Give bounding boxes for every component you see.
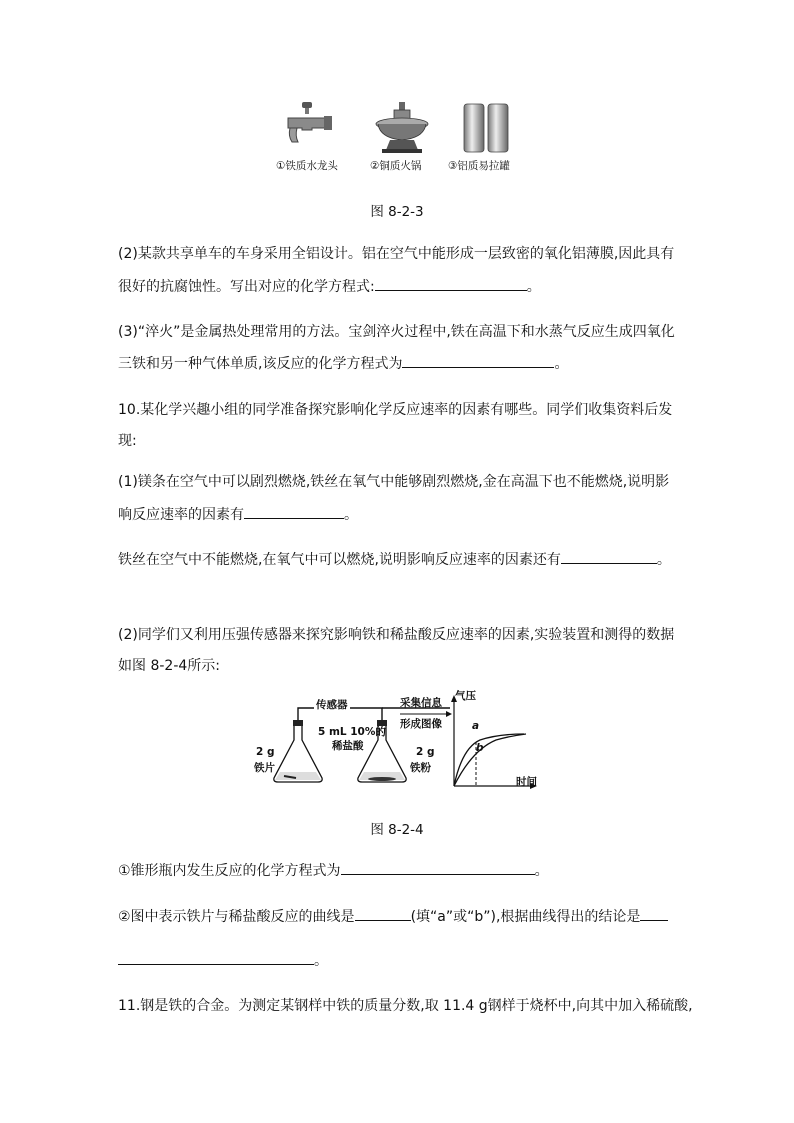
left-mass-label: 2 g <box>256 746 275 758</box>
figure-8-2-3 <box>260 98 540 178</box>
figure-label-hotpot: ②铜质火锅 <box>370 160 422 172</box>
figure-label-cans: ③铝质易拉罐 <box>448 160 510 172</box>
q10-intro-line1: 10.某化学兴趣小组的同学准备探究影响化学反应速率的因素有哪些。同学们收集资料后发 <box>118 402 673 418</box>
figure-caption-8-2-4: 图 8-2-4 <box>370 822 424 838</box>
q10-intro-line2: 现: <box>118 433 137 449</box>
copper-hotpot-image <box>372 100 432 154</box>
q10-1-line2: 响反应速率的因素有 。 <box>118 504 358 525</box>
left-name-label: 铁片 <box>254 762 275 774</box>
aluminum-cans-image <box>462 100 512 156</box>
q10-1-line3: 铁丝在空气中不能燃烧,在氧气中可以燃烧,说明影响反应速率的因素还有 。 <box>118 549 671 570</box>
answer-blank-q10-2a[interactable] <box>341 860 535 875</box>
q10-2b-line2: 。 <box>118 950 328 971</box>
right-mass-label: 2 g <box>416 746 435 758</box>
q9-3-line1: (3)“淬火”是金属热处理常用的方法。宝剑淬火过程中,铁在高温下和水蒸气反应生成四氧化 <box>118 324 675 340</box>
q9-2-line2: 很好的抗腐蚀性。写出对应的化学方程式: 。 <box>118 276 541 297</box>
figure-8-2-4 <box>250 690 550 794</box>
q9-3-line2: 三铁和另一种气体单质,该反应的化学方程式为 。 <box>118 353 568 374</box>
x-axis-label: 时间 <box>516 776 537 788</box>
curve-a-label: a <box>472 720 480 732</box>
answer-blank-q10-2b-curve[interactable] <box>355 906 411 921</box>
acid-label-line2: 稀盐酸 <box>332 740 364 752</box>
q10-2b-line: ②图中表示铁片与稀盐酸反应的曲线是 (填“a”或“b”),根据曲线得出的结论是 <box>118 906 668 927</box>
q11-line1: 11.钢是铁的合金。为测定某钢样中铁的质量分数,取 11.4 g钢样于烧杯中,向其中加入稀硫酸, <box>118 998 693 1014</box>
y-axis-label: 气压 <box>455 690 476 702</box>
answer-blank-q10-2b-conclusion-start[interactable] <box>640 906 668 921</box>
figure-label-faucet: ①铁质水龙头 <box>276 160 338 172</box>
answer-blank-q9-2[interactable] <box>375 276 527 291</box>
q9-2-line1: (2)某款共享单车的车身采用全铝设计。铝在空气中能形成一层致密的氧化铝薄膜,因此具有 <box>118 246 675 262</box>
iron-faucet-image <box>282 100 334 152</box>
answer-blank-q9-3[interactable] <box>402 353 554 368</box>
q10-2-line1: (2)同学们又利用压强传感器来探究影响铁和稀盐酸反应速率的因素,实验装置和测得的数据 <box>118 627 675 643</box>
right-name-label: 铁粉 <box>410 762 431 774</box>
collect-label-line2: 形成图像 <box>400 718 442 730</box>
q10-2-line2: 如图 8-2-4所示: <box>118 658 220 674</box>
curve-b-label: b <box>476 742 484 754</box>
answer-blank-q10-1a[interactable] <box>244 504 344 519</box>
answer-blank-q10-2b-conclusion[interactable] <box>118 950 314 965</box>
curve-a <box>454 734 524 786</box>
figure-caption-8-2-3: 图 8-2-3 <box>370 204 424 220</box>
q10-1-line1: (1)镁条在空气中可以剧烈燃烧,铁丝在氧气中能够剧烈燃烧,金在高温下也不能燃烧,说明影 <box>118 474 670 490</box>
sensor-label: 传感器 <box>316 699 348 711</box>
answer-blank-q10-1b[interactable] <box>561 549 657 564</box>
q10-2a-line: ①锥形瓶内发生反应的化学方程式为 。 <box>118 860 549 881</box>
collect-label-line1: 采集信息 <box>400 697 442 709</box>
acid-label-line1: 5 mL 10%的 <box>318 726 386 738</box>
